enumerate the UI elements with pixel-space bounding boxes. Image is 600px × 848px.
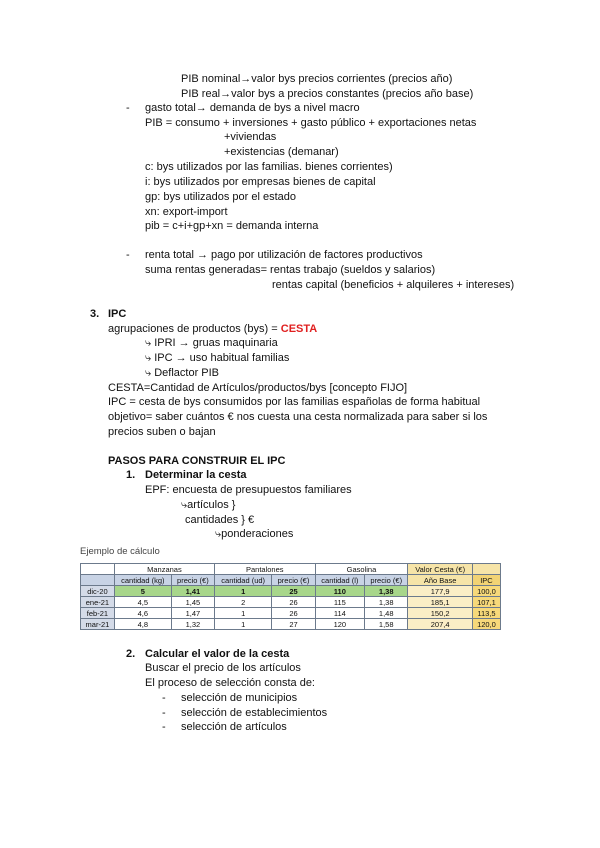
agrupaciones-text: agrupaciones de productos (bys) = (108, 323, 281, 335)
table-cell: 1,38 (365, 586, 408, 597)
table-row (81, 608, 501, 619)
table-cell: 207,4 (408, 619, 473, 630)
row-label: dic-20 (81, 586, 115, 597)
table-cell: 1,58 (365, 619, 408, 630)
group-header-blank (472, 564, 500, 575)
step2-number: 2. (126, 648, 136, 660)
table-cell: 120 (315, 619, 365, 630)
table-cell: 150,2 (408, 608, 473, 619)
ipc-definition: IPC = cesta de bys consumidos por las familias españolas de forma habitual (108, 396, 481, 408)
ponderaciones-line: ⤷ponderaciones (215, 528, 294, 540)
ipc-uso-line: ⤷ IPC → uso habitual familias (145, 352, 290, 364)
column-header: precio (€) (272, 575, 315, 586)
list-item: selección de municipios (181, 692, 298, 704)
table-subheader-row (81, 575, 501, 586)
table-cell: 100,0 (472, 586, 500, 597)
column-header: Año Base (408, 575, 473, 586)
cesta-highlight: CESTA (280, 323, 318, 335)
column-header: cantidad (kg) (114, 575, 171, 586)
cesta-definition: CESTA=Cantidad de Artículos/productos/bys [concepto FIJO] (108, 382, 408, 394)
table-cell: 27 (272, 619, 315, 630)
list-bullet: - (162, 692, 166, 704)
renta-total-line: renta total → pago por utilización de factores productivos (145, 249, 423, 261)
table-cell: 1,47 (171, 608, 214, 619)
ejemplo-caption: Ejemplo de cálculo (80, 546, 160, 557)
group-header: Manzanas (114, 564, 214, 575)
buscar-line: Buscar el precio de los artículos (145, 662, 301, 674)
objetivo-line-2: precios suben o bajan (108, 426, 216, 438)
table-cell: 5 (114, 586, 171, 597)
rentas-capital-line: rentas capital (beneficios + alquileres + intereses) (272, 279, 515, 291)
list-item: selección de establecimientos (181, 707, 328, 719)
c-definition: c: bys utilizados por las familias. bienes corrientes) (145, 161, 393, 173)
pib-real-line: PIB real→valor bys a precios constantes (precios año base) (181, 88, 474, 100)
table-cell: 107,1 (472, 597, 500, 608)
step1-number: 1. (126, 469, 136, 481)
table-row (81, 597, 501, 608)
gp-definition: gp: bys utilizados por el estado (145, 191, 297, 203)
list-bullet: - (162, 721, 166, 733)
step2-title: Calcular el valor de la cesta (145, 648, 290, 660)
xn-definition: xn: export-import (145, 206, 228, 218)
pib-nominal-line: PIB nominal→valor bys precios corrientes (precios año) (181, 73, 453, 85)
table-group-header-row (81, 564, 501, 575)
epf-line: EPF: encuesta de presupuestos familiares (145, 484, 352, 496)
column-header: precio (€) (365, 575, 408, 586)
table-cell: 4,8 (114, 619, 171, 630)
table-cell: 1 (214, 619, 271, 630)
column-header: cantidad (ud) (214, 575, 271, 586)
section-number: 3. (90, 308, 100, 320)
table-cell: 114 (315, 608, 365, 619)
pasos-heading: PASOS PARA CONSTRUIR EL IPC (108, 455, 286, 467)
viviendas-line: +viviendas (224, 131, 277, 143)
step1-title: Determinar la cesta (145, 469, 247, 481)
column-header: precio (€) (171, 575, 214, 586)
table-cell: 1,32 (171, 619, 214, 630)
table-cell: 113,5 (472, 608, 500, 619)
section-title-ipc: IPC (108, 308, 127, 320)
group-header: Valor Cesta (€) (408, 564, 473, 575)
gasto-total-line: gasto total→ demanda de bys a nivel macro (145, 102, 360, 114)
table-cell: 185,1 (408, 597, 473, 608)
table-cell: 110 (315, 586, 365, 597)
deflactor-line: ⤷ Deflactor PIB (145, 367, 220, 379)
pib-formula-line: PIB = consumo + inversiones + gasto público + exportaciones netas (145, 117, 477, 129)
suma-rentas-line: suma rentas generadas= rentas trabajo (sueldos y salarios) (145, 264, 436, 276)
table-cell: 26 (272, 608, 315, 619)
table-cell: 1 (214, 586, 271, 597)
agrupaciones-line (108, 322, 317, 336)
table-cell: 1 (214, 608, 271, 619)
row-label: mar-21 (81, 619, 115, 630)
pib-equation: pib = c+i+gp+xn = demanda interna (145, 220, 319, 232)
table-row (81, 619, 501, 630)
ipri-line: ⤷ IPRI → gruas maquinaria (145, 337, 278, 349)
articulos-line: ⤷artículos } (181, 499, 236, 511)
column-header: cantidad (l) (315, 575, 365, 586)
objetivo-line-1: objetivo= saber cuántos € nos cuesta una cesta normalizada para saber si los (108, 411, 488, 423)
table-cell: 1,41 (171, 586, 214, 597)
bullet-dash: - (126, 102, 130, 114)
i-definition: i: bys utilizados por empresas bienes de capital (145, 176, 376, 188)
table-corner-cell (81, 575, 115, 586)
table-cell: 177,9 (408, 586, 473, 597)
column-header: IPC (472, 575, 500, 586)
table-cell: 4,6 (114, 608, 171, 619)
table-cell: 1,45 (171, 597, 214, 608)
table-cell: 26 (272, 597, 315, 608)
group-header: Pantalones (214, 564, 315, 575)
ipc-example-table (80, 563, 501, 630)
table-row (81, 586, 501, 597)
bullet-dash: - (126, 249, 130, 261)
table-cell: 115 (315, 597, 365, 608)
row-label: feb-21 (81, 608, 115, 619)
table-cell: 25 (272, 586, 315, 597)
cantidades-line: cantidades } € (185, 514, 255, 526)
proceso-line: El proceso de selección consta de: (145, 677, 315, 689)
table-corner-cell (81, 564, 115, 575)
table-cell: 1,48 (365, 608, 408, 619)
table-cell: 4,5 (114, 597, 171, 608)
existencias-line: +existencias (demanar) (224, 146, 339, 158)
list-item: selección de artículos (181, 721, 287, 733)
table-cell: 1,38 (365, 597, 408, 608)
group-header: Gasolina (315, 564, 408, 575)
table-cell: 2 (214, 597, 271, 608)
row-label: ene-21 (81, 597, 115, 608)
table-cell: 120,0 (472, 619, 500, 630)
list-bullet: - (162, 707, 166, 719)
